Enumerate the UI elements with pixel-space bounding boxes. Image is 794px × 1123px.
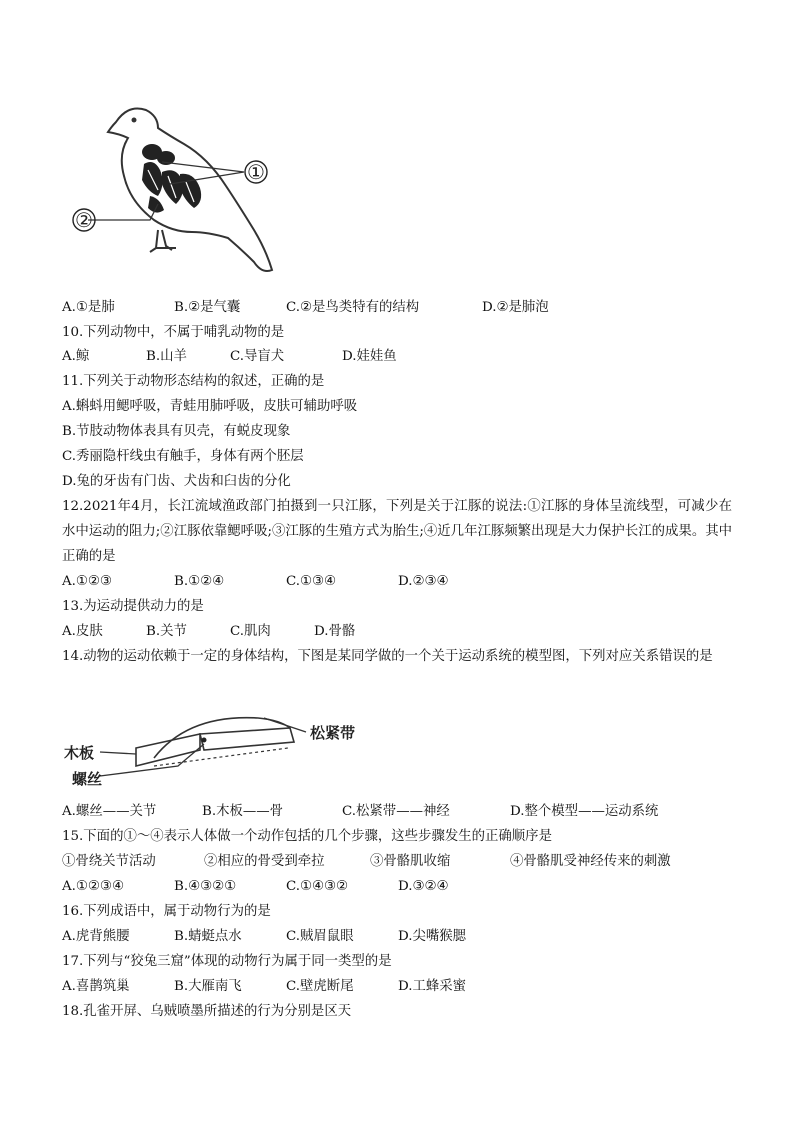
q15-steps	[62, 852, 742, 872]
q15-option-d: D.③②④	[398, 879, 449, 894]
internal-organs	[142, 144, 201, 213]
q16-stem: 16.下列成语中，属于动物行为的是	[62, 904, 271, 919]
q17-stem: 17.下列与“狡兔三窟”体现的动物行为属于同一类型的是	[62, 954, 392, 969]
q14-option-b: B.木板——骨	[202, 804, 284, 819]
bird-label-2: ②	[75, 208, 93, 232]
q14-option-c: C.松紧带——神经	[342, 804, 450, 819]
bird-label-1: ①	[247, 160, 265, 184]
bird-diagram	[58, 92, 298, 292]
q17-option-c: C.壁虎断尾	[286, 979, 354, 994]
q14-stem: 14.动物的运动依赖于一定的身体结构，下图是某同学做的一个关于运动系统的模型图，下列对应关系错误的是	[62, 649, 713, 664]
motion-model-diagram	[58, 704, 398, 796]
q11-option-b: B.节肢动物体表具有贝壳，有蜕皮现象	[62, 424, 291, 439]
q10-option-b: B.山羊	[146, 349, 187, 364]
q13-option-c: C.肌肉	[230, 624, 271, 639]
label-screw: 螺丝	[72, 770, 103, 788]
q10-option-d: D.娃娃鱼	[342, 349, 397, 364]
q14-option-a: A.螺丝——关节	[62, 804, 157, 819]
q17-option-a: A.喜鹊筑巢	[62, 979, 130, 994]
q10-options	[62, 347, 742, 367]
q15-options	[62, 877, 742, 897]
q17-option-b: B.大雁南飞	[174, 979, 242, 994]
q16-option-b: B.蜻蜓点水	[174, 929, 242, 944]
q11-option-a: A.蝌蚪用鳃呼吸，青蛙用肺呼吸，皮肤可辅助呼吸	[62, 399, 358, 414]
q15-option-b: B.④③②①	[174, 879, 237, 894]
q13-stem: 13.为运动提供动力的是	[62, 599, 204, 614]
q16-option-d: D.尖嘴猴腮	[398, 929, 467, 944]
q12-stem: 12.2021年4月，长江流域渔政部门拍摄到一只江豚，下列是关于江豚的说法:①江豚的身体呈流线型，可减少在水中运动的阻力;②江豚依靠鳃呼吸;③江豚的生殖方式为胎生;④近几年江豚频繁出现是大力保护长江的成果。其中正确的是	[62, 499, 732, 564]
q9-option-d: D.②是肺泡	[482, 300, 549, 315]
q15-step-4: ④骨骼肌受神经传来的刺激	[510, 854, 671, 869]
q15-stem: 15.下面的①～④表示人体做一个动作包括的几个步骤，这些步骤发生的正确顺序是	[62, 829, 552, 844]
q15-option-a: A.①②③④	[62, 879, 124, 894]
q17-option-d: D.工蜂采蜜	[398, 979, 467, 994]
q12-option-d: D.②③④	[398, 574, 449, 589]
q12-options	[62, 572, 742, 592]
q15-option-c: C.①④③②	[286, 879, 349, 894]
q12-option-b: B.①②④	[174, 574, 225, 589]
q11-stem: 11.下列关于动物形态结构的叙述，正确的是	[62, 374, 325, 389]
q12-option-c: C.①③④	[286, 574, 337, 589]
q16-options	[62, 927, 742, 947]
q10-stem: 10.下列动物中，不属于哺乳动物的是	[62, 325, 285, 340]
q10-option-c: C.导盲犬	[230, 349, 285, 364]
q17-options	[62, 977, 742, 997]
q10-option-a: A.鲸	[62, 349, 90, 364]
q9-option-a: A.①是肺	[62, 300, 115, 315]
q9-option-c: C.②是鸟类特有的结构	[286, 300, 420, 315]
q16-option-a: A.虎背熊腰	[62, 929, 130, 944]
q16-option-c: C.贼眉鼠眼	[286, 929, 354, 944]
q9-option-b: B.②是气囊	[174, 300, 241, 315]
q12-option-a: A.①②③	[62, 574, 112, 589]
q13-options	[62, 622, 742, 642]
q15-step-3: ③骨骼肌收缩	[370, 854, 451, 869]
screw-dot	[202, 738, 207, 743]
q13-option-d: D.骨骼	[314, 624, 356, 639]
q13-option-b: B.关节	[146, 624, 187, 639]
q9-options	[62, 298, 742, 318]
q13-option-a: A.皮肤	[62, 624, 103, 639]
q15-step-1: ①骨绕关节活动	[62, 854, 156, 869]
q11-option-d: D.兔的牙齿有门齿、犬齿和臼齿的分化	[62, 474, 291, 489]
label-board: 木板	[64, 744, 95, 762]
q15-step-2: ②相应的骨受到牵拉	[204, 854, 325, 869]
q14-option-d: D.整个模型——运动系统	[510, 804, 659, 819]
label-band: 松紧带	[310, 724, 356, 742]
q11-option-c: C.秀丽隐杆线虫有触手，身体有两个胚层	[62, 449, 304, 464]
q18-stem: 18.孔雀开屏、乌贼喷墨所描述的行为分别是区天	[62, 1004, 352, 1019]
q14-options	[62, 802, 742, 822]
